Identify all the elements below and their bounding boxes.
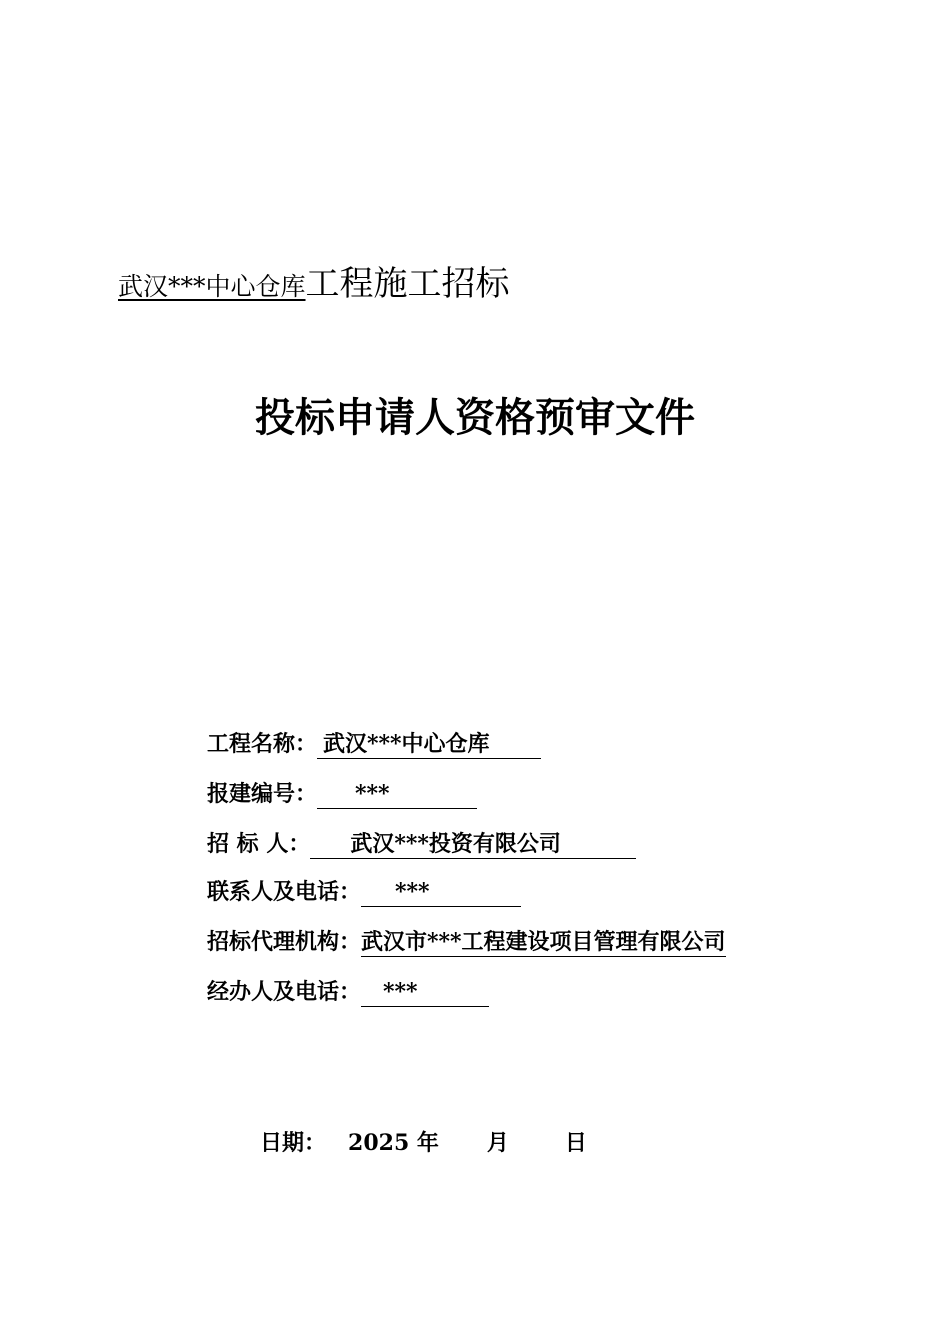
- agency-label: 招标代理机构：: [207, 929, 362, 955]
- info-row-project-name: [207, 729, 541, 759]
- date-label: 日期：: [260, 1130, 327, 1156]
- date-line: [260, 1128, 587, 1158]
- contact-label: 联系人及电话：: [207, 879, 362, 905]
- document-main-title: 投标申请人资格预审文件: [255, 394, 695, 441]
- project-name-label: 工程名称：: [207, 731, 318, 757]
- handler-value-field: [361, 978, 489, 1007]
- project-name-underlined: 武汉***中心仓库: [118, 272, 306, 301]
- agency-value: 武汉市***工程建设项目管理有限公司: [361, 929, 726, 955]
- registration-no-value-field: [317, 780, 477, 809]
- handler-value: ***: [383, 979, 418, 1005]
- registration-no-label: 报建编号：: [207, 781, 318, 807]
- tenderer-label: 招 标 人：: [207, 831, 311, 857]
- project-name-value: 武汉***中心仓库: [323, 731, 490, 757]
- info-row-tenderer: [207, 829, 636, 859]
- contact-value-field: [361, 878, 521, 907]
- tenderer-value-field: [310, 830, 636, 859]
- info-row-agency: [207, 927, 726, 957]
- info-row-registration-no: [207, 779, 477, 809]
- handler-label: 经办人及电话：: [207, 979, 362, 1005]
- date-day: 日: [564, 1130, 587, 1156]
- date-year: 2025 年: [348, 1130, 439, 1156]
- info-row-handler: [207, 977, 489, 1007]
- project-title-suffix: 工程施工招标: [305, 264, 510, 304]
- project-name-value-field: [317, 730, 541, 759]
- cover-project-title: [118, 258, 510, 316]
- date-month: 月: [486, 1130, 509, 1156]
- tenderer-value: 武汉***投资有限公司: [350, 831, 561, 857]
- agency-value-field: [361, 928, 726, 957]
- info-row-contact: [207, 877, 521, 907]
- contact-value: ***: [395, 879, 430, 905]
- registration-no-value: ***: [355, 781, 390, 807]
